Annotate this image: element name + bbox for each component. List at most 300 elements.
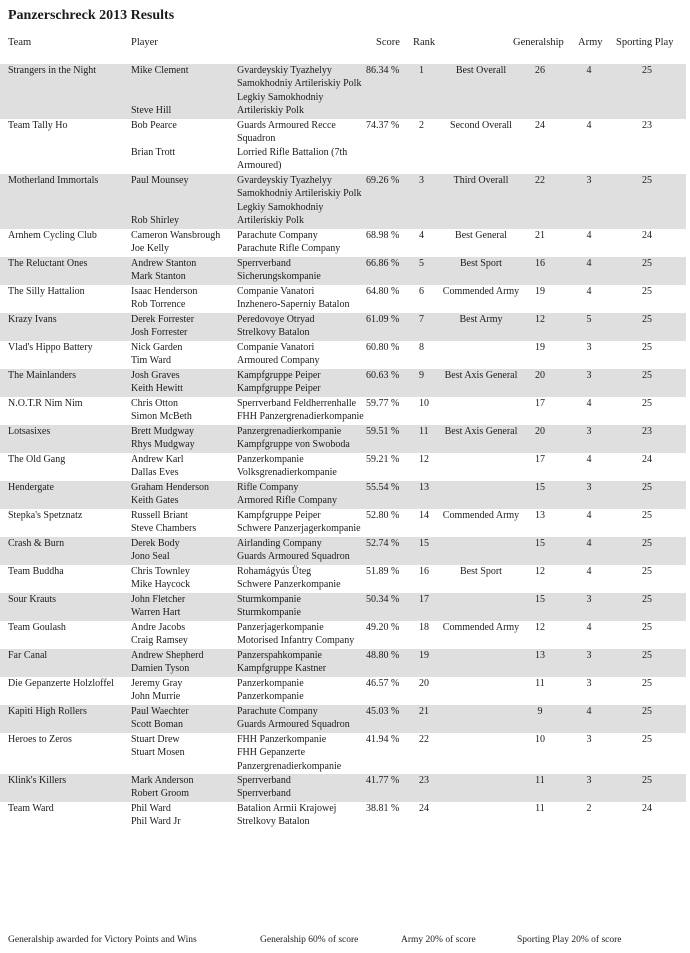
- team-name: Crash & Burn: [8, 538, 65, 549]
- header-score: Score: [376, 37, 400, 48]
- army-name: Legkiy Samokhodniy Artileriskiy Polk: [237, 91, 324, 117]
- army-name: Guards Armoured Squadron: [237, 551, 350, 563]
- army-list: [237, 774, 365, 801]
- army-value: 3: [586, 482, 592, 493]
- team-name: Motherland Immortals: [8, 175, 99, 186]
- army-name: Peredovoye Otryad: [237, 314, 315, 325]
- army-list: [237, 174, 365, 228]
- award-label: Best Sport: [460, 258, 502, 269]
- score-value: 59.21 %: [366, 454, 400, 465]
- sporting-value: 23: [642, 426, 652, 437]
- score-value: 46.57 %: [366, 678, 400, 689]
- award-label: Third Overall: [453, 175, 509, 186]
- sporting-value: 25: [642, 65, 652, 76]
- sporting-value: 25: [642, 258, 652, 269]
- table-row: [0, 341, 686, 369]
- player-list: [131, 369, 236, 396]
- army-name: Sperrverband: [237, 788, 291, 800]
- generalship-value: 12: [535, 622, 545, 633]
- table-row: [0, 774, 686, 802]
- team-name: The Old Gang: [8, 454, 66, 465]
- army-value: 3: [586, 734, 592, 745]
- player-name: Mike Clement: [131, 65, 189, 76]
- player-name: Dallas Eves: [131, 467, 179, 479]
- table-row: [0, 425, 686, 453]
- player-name: Chris Townley: [131, 566, 190, 577]
- army-list: [237, 285, 365, 312]
- player-list: [131, 481, 236, 508]
- player-name: Paul Mounsey: [131, 175, 189, 186]
- player-name: Joe Kelly: [131, 243, 170, 255]
- player-list: [131, 509, 236, 536]
- army-name: Companie Vanatori: [237, 286, 315, 297]
- rank-value: 13: [419, 482, 429, 493]
- player-name: Rob Shirley: [131, 215, 180, 227]
- score-value: 60.63 %: [366, 370, 400, 381]
- rank-value: 5: [419, 258, 424, 269]
- sporting-value: 25: [642, 622, 652, 633]
- table-row: [0, 537, 686, 565]
- army-value: 2: [586, 803, 592, 814]
- generalship-value: 21: [535, 230, 545, 241]
- player-name: Jono Seal: [131, 551, 170, 563]
- score-value: 60.80 %: [366, 342, 400, 353]
- army-list: [237, 369, 365, 396]
- award-label: Best Axis General: [444, 370, 518, 381]
- team-name: Kapiti High Rollers: [8, 706, 87, 717]
- score-value: 50.34 %: [366, 594, 400, 605]
- sporting-value: 25: [642, 734, 652, 745]
- army-value: 3: [586, 594, 592, 605]
- rank-value: 15: [419, 538, 429, 549]
- generalship-value: 9: [537, 706, 543, 717]
- score-value: 51.89 %: [366, 566, 400, 577]
- generalship-value: 15: [535, 594, 545, 605]
- army-name: Armored Rifle Company: [237, 495, 337, 507]
- sporting-value: 25: [642, 566, 652, 577]
- team-name: Team Tally Ho: [8, 120, 68, 131]
- army-list: [237, 509, 365, 536]
- army-value: 3: [586, 650, 592, 661]
- rank-value: 10: [419, 398, 429, 409]
- army-name: Strelkovy Batalon: [237, 816, 310, 828]
- army-name: Sperrverband: [237, 775, 291, 786]
- score-value: 48.80 %: [366, 650, 400, 661]
- player-name: Russell Briant: [131, 510, 188, 521]
- army-value: 4: [586, 454, 592, 465]
- table-row: [0, 397, 686, 425]
- army-name: Kampfgruppe Peiper: [237, 510, 321, 521]
- army-name: Sturmkompanie: [237, 594, 301, 605]
- header-team: Team: [8, 37, 32, 48]
- generalship-value: 12: [535, 314, 545, 325]
- player-name: Mike Haycock: [131, 579, 191, 591]
- table-header: [0, 37, 690, 51]
- army-list: [237, 733, 365, 773]
- team-name: Klink's Killers: [8, 775, 67, 786]
- army-name: Parachute Company: [237, 230, 318, 241]
- player-name: Keith Gates: [131, 495, 179, 507]
- player-name: Scott Boman: [131, 719, 183, 731]
- army-list: [237, 397, 365, 424]
- rank-value: 24: [419, 803, 429, 814]
- rank-value: 18: [419, 622, 429, 633]
- award-label: Best Overall: [455, 65, 507, 76]
- rank-value: 9: [419, 370, 424, 381]
- footer-sporting-pct: Sporting Play 20% of score: [517, 935, 622, 945]
- army-name: Schwere Panzerjagerkompanie: [237, 523, 361, 535]
- army-value: 4: [586, 622, 592, 633]
- army-name: Inzhenero-Saperniy Batalon: [237, 299, 350, 311]
- player-name: Andrew Stanton: [131, 258, 197, 269]
- rank-value: 20: [419, 678, 429, 689]
- generalship-value: 22: [535, 175, 545, 186]
- army-name: FHH Gepanzerte Panzergrenadierkompanie: [237, 747, 342, 772]
- army-value: 5: [586, 314, 592, 325]
- player-list: [131, 621, 236, 648]
- player-list: [131, 677, 236, 704]
- player-name: Keith Hewitt: [131, 383, 183, 395]
- generalship-value: 15: [535, 482, 545, 493]
- table-row: [0, 119, 686, 174]
- table-row: [0, 677, 686, 705]
- army-value: 4: [586, 706, 592, 717]
- sporting-value: 25: [642, 650, 652, 661]
- footer-army-pct: Army 20% of score: [401, 935, 476, 945]
- player-name: Bob Pearce: [131, 120, 177, 131]
- table-row: [0, 565, 686, 593]
- table-row: [0, 802, 686, 830]
- player-list: [131, 341, 236, 368]
- table-row: [0, 509, 686, 537]
- army-name: Rohamágyús Üteg: [237, 566, 312, 577]
- header-generalship: Generalship: [513, 37, 564, 48]
- player-name: Steve Hill: [131, 105, 172, 117]
- generalship-value: 11: [535, 775, 545, 786]
- army-value: 3: [586, 175, 592, 186]
- player-name: Craig Ramsey: [131, 635, 188, 647]
- table-row: [0, 705, 686, 733]
- army-name: Lorried Rifle Battalion (7th Armoured): [237, 146, 348, 172]
- army-value: 3: [586, 678, 592, 689]
- generalship-value: 13: [535, 650, 545, 661]
- team-name: N.O.T.R Nim Nim: [8, 398, 83, 409]
- player-name: John Fletcher: [131, 594, 186, 605]
- army-name: FHH Panzerkompanie: [237, 734, 327, 745]
- army-value: 4: [586, 65, 592, 76]
- player-list: [131, 802, 236, 829]
- table-row: [0, 229, 686, 257]
- rank-value: 6: [419, 286, 424, 297]
- rank-value: 22: [419, 734, 429, 745]
- army-list: [237, 621, 365, 648]
- army-name: Guards Armoured Squadron: [237, 719, 350, 731]
- team-name: Far Canal: [8, 650, 48, 661]
- player-name: Derek Body: [131, 538, 180, 549]
- army-list: [237, 119, 365, 173]
- army-list: [237, 593, 365, 620]
- army-name: Volksgrenadierkompanie: [237, 467, 337, 479]
- team-name: Team Goulash: [8, 622, 66, 633]
- player-name: Chris Otton: [131, 398, 178, 409]
- footer-generalship-pct: Generalship 60% of score: [260, 935, 359, 945]
- table-row: [0, 369, 686, 397]
- army-value: 3: [586, 775, 592, 786]
- player-name: Derek Forrester: [131, 314, 195, 325]
- player-name: Simon McBeth: [131, 411, 192, 423]
- score-value: 41.77 %: [366, 775, 400, 786]
- generalship-value: 10: [535, 734, 545, 745]
- player-name: Andrew Shepherd: [131, 650, 204, 661]
- score-value: 38.81 %: [366, 803, 400, 814]
- army-name: Panzerjagerkompanie: [237, 622, 324, 633]
- player-name: Steve Chambers: [131, 523, 197, 535]
- player-list: [131, 774, 236, 801]
- header-sporting-play: Sporting Play: [616, 37, 674, 48]
- results-table: [0, 64, 690, 830]
- player-list: [131, 649, 236, 676]
- army-value: 3: [586, 426, 592, 437]
- army-list: [237, 537, 365, 564]
- army-name: Airlanding Company: [237, 538, 322, 549]
- table-row: [0, 621, 686, 649]
- rank-value: 11: [419, 426, 429, 437]
- player-name: Cameron Wansbrough: [131, 230, 221, 241]
- army-list: [237, 649, 365, 676]
- sporting-value: 25: [642, 370, 652, 381]
- table-row: [0, 313, 686, 341]
- army-value: 4: [586, 230, 592, 241]
- player-name: Andrew Karl: [131, 454, 184, 465]
- player-name: Phil Ward Jr: [131, 816, 181, 828]
- army-list: [237, 565, 365, 592]
- army-name: Kampfgruppe Kastner: [237, 663, 327, 675]
- sporting-value: 25: [642, 482, 652, 493]
- player-list: [131, 119, 236, 159]
- generalship-value: 17: [535, 398, 545, 409]
- player-name: Nick Garden: [131, 342, 183, 353]
- player-list: [131, 453, 236, 480]
- score-value: 41.94 %: [366, 734, 400, 745]
- header-rank: Rank: [413, 37, 436, 48]
- army-value: 4: [586, 258, 592, 269]
- army-list: [237, 341, 365, 368]
- table-row: [0, 453, 686, 481]
- table-row: [0, 649, 686, 677]
- score-value: 49.20 %: [366, 622, 400, 633]
- army-name: Rifle Company: [237, 482, 299, 493]
- army-value: 4: [586, 510, 592, 521]
- award-label: Best General: [455, 230, 507, 241]
- generalship-value: 11: [535, 803, 545, 814]
- award-label: Commended Army: [442, 286, 520, 297]
- player-name: Josh Graves: [131, 370, 180, 381]
- player-list: [131, 425, 236, 452]
- sporting-value: 25: [642, 398, 652, 409]
- army-value: 4: [586, 286, 592, 297]
- player-name: Stuart Mosen: [131, 747, 185, 759]
- army-list: [237, 257, 365, 284]
- score-value: 74.37 %: [366, 120, 400, 131]
- player-list: [131, 285, 236, 312]
- army-name: Sperrverband Feldherrenhalle: [237, 398, 357, 409]
- player-list: [131, 733, 236, 760]
- army-name: Companie Vanatori: [237, 342, 315, 353]
- team-name: Team Ward: [8, 803, 54, 814]
- player-name: Robert Groom: [131, 788, 190, 800]
- team-name: Vlad's Hippo Battery: [8, 342, 93, 353]
- score-value: 59.51 %: [366, 426, 400, 437]
- army-value: 3: [586, 370, 592, 381]
- player-list: [131, 313, 236, 340]
- sporting-value: 25: [642, 175, 652, 186]
- team-name: Strangers in the Night: [8, 65, 97, 76]
- table-row: [0, 64, 686, 119]
- army-list: [237, 802, 365, 829]
- generalship-value: 12: [535, 566, 545, 577]
- army-name: Sturmkompanie: [237, 607, 301, 619]
- sporting-value: 25: [642, 314, 652, 325]
- rank-value: 7: [419, 314, 424, 325]
- rank-value: 14: [419, 510, 429, 521]
- sporting-value: 25: [642, 510, 652, 521]
- sporting-value: 23: [642, 120, 652, 131]
- team-name: Arnhem Cycling Club: [8, 230, 97, 241]
- army-name: Kampfgruppe Peiper: [237, 383, 321, 395]
- score-value: 69.26 %: [366, 175, 400, 186]
- army-list: [237, 705, 365, 732]
- award-label: Best Sport: [460, 566, 502, 577]
- army-name: Schwere Panzerkompanie: [237, 579, 341, 591]
- player-name: Damien Tyson: [131, 663, 190, 675]
- player-name: Tim Ward: [131, 355, 172, 367]
- army-list: [237, 313, 365, 340]
- award-label: Best Axis General: [444, 426, 518, 437]
- generalship-value: 19: [535, 342, 545, 353]
- player-name: Mark Anderson: [131, 775, 194, 786]
- army-value: 3: [586, 342, 592, 353]
- award-label: Best Army: [459, 314, 503, 325]
- rank-value: 17: [419, 594, 429, 605]
- army-name: Parachute Rifle Company: [237, 243, 341, 255]
- army-name: Kampfgruppe von Swoboda: [237, 439, 350, 451]
- player-list: [131, 257, 236, 284]
- score-value: 86.34 %: [366, 65, 400, 76]
- player-name: Jeremy Gray: [131, 678, 183, 689]
- team-name: Krazy Ivans: [8, 314, 57, 325]
- army-name: Motorised Infantry Company: [237, 635, 355, 647]
- table-row: [0, 733, 686, 774]
- rank-value: 2: [419, 120, 424, 131]
- team-name: Stepka's Spetznatz: [8, 510, 83, 521]
- team-name: Hendergate: [8, 482, 54, 493]
- team-name: Heroes to Zeros: [8, 734, 72, 745]
- sporting-value: 24: [642, 230, 652, 241]
- player-name: Rob Torrence: [131, 299, 186, 311]
- army-name: Legkiy Samokhodniy Artileriskiy Polk: [237, 201, 324, 227]
- award-label: Commended Army: [442, 622, 520, 633]
- award-label: Commended Army: [442, 510, 520, 521]
- player-list: [131, 593, 236, 620]
- player-list: [131, 229, 236, 256]
- army-name: Gvardeyskiy Tyazhelyy Samokhodniy Artileriskiy Polk: [237, 175, 362, 200]
- table-row: [0, 257, 686, 285]
- player-name: Josh Forrester: [131, 327, 188, 339]
- army-list: [237, 481, 365, 508]
- team-name: Die Gepanzerte Holzloffel: [8, 678, 114, 689]
- army-name: Panzerkompanie: [237, 678, 304, 689]
- army-name: Parachute Company: [237, 706, 318, 717]
- score-value: 61.09 %: [366, 314, 400, 325]
- player-name: Mark Stanton: [131, 271, 186, 283]
- player-name: John Murrie: [131, 691, 181, 703]
- army-name: Batalion Armii Krajowej: [237, 803, 337, 814]
- player-name: Graham Henderson: [131, 482, 210, 493]
- sporting-value: 25: [642, 678, 652, 689]
- rank-value: 4: [419, 230, 424, 241]
- army-list: [237, 229, 365, 256]
- table-row: [0, 174, 686, 229]
- player-name: Brett Mudgway: [131, 426, 195, 437]
- sporting-value: 25: [642, 594, 652, 605]
- generalship-value: 17: [535, 454, 545, 465]
- generalship-value: 13: [535, 510, 545, 521]
- team-name: Team Buddha: [8, 566, 64, 577]
- team-name: The Silly Hattalion: [8, 286, 85, 297]
- page-title: Panzerschreck 2013 Results: [8, 8, 175, 23]
- rank-value: 23: [419, 775, 429, 786]
- generalship-value: 20: [535, 370, 545, 381]
- score-value: 68.98 %: [366, 230, 400, 241]
- rank-value: 3: [419, 175, 424, 186]
- player-name: Warren Hart: [131, 607, 181, 619]
- header-player: Player: [131, 37, 158, 48]
- army-name: Kampfgruppe Peiper: [237, 370, 321, 381]
- rank-value: 21: [419, 706, 429, 717]
- army-name: Panzerspahkompanie: [237, 650, 322, 661]
- score-value: 52.74 %: [366, 538, 400, 549]
- army-name: FHH Panzergrenadierkompanie: [237, 411, 364, 423]
- army-value: 4: [586, 398, 592, 409]
- army-name: Sperrverband: [237, 258, 291, 269]
- player-list: [131, 565, 236, 592]
- army-value: 4: [586, 566, 592, 577]
- army-name: Gvardeyskiy Tyazhelyy Samokhodniy Artileriskiy Polk: [237, 65, 362, 90]
- army-list: [237, 64, 365, 118]
- sporting-value: 24: [642, 803, 652, 814]
- rank-value: 16: [419, 566, 429, 577]
- rank-value: 12: [419, 454, 429, 465]
- team-name: Sour Krauts: [8, 594, 57, 605]
- sporting-value: 25: [642, 538, 652, 549]
- footer-generalship-note: Generalship awarded for Victory Points and Wins: [8, 935, 197, 945]
- player-list: [131, 174, 236, 228]
- generalship-value: 15: [535, 538, 545, 549]
- sporting-value: 24: [642, 454, 652, 465]
- rank-value: 1: [419, 65, 424, 76]
- player-list: [131, 537, 236, 564]
- army-name: Armoured Company: [237, 355, 320, 367]
- army-name: Sicherungskompanie: [237, 271, 321, 283]
- sporting-value: 25: [642, 342, 652, 353]
- player-name: Andre Jacobs: [131, 622, 186, 633]
- generalship-value: 20: [535, 426, 545, 437]
- award-label: Second Overall: [450, 120, 512, 131]
- army-name: Panzerkompanie: [237, 454, 304, 465]
- army-value: 4: [586, 120, 592, 131]
- score-value: 52.80 %: [366, 510, 400, 521]
- table-row: [0, 481, 686, 509]
